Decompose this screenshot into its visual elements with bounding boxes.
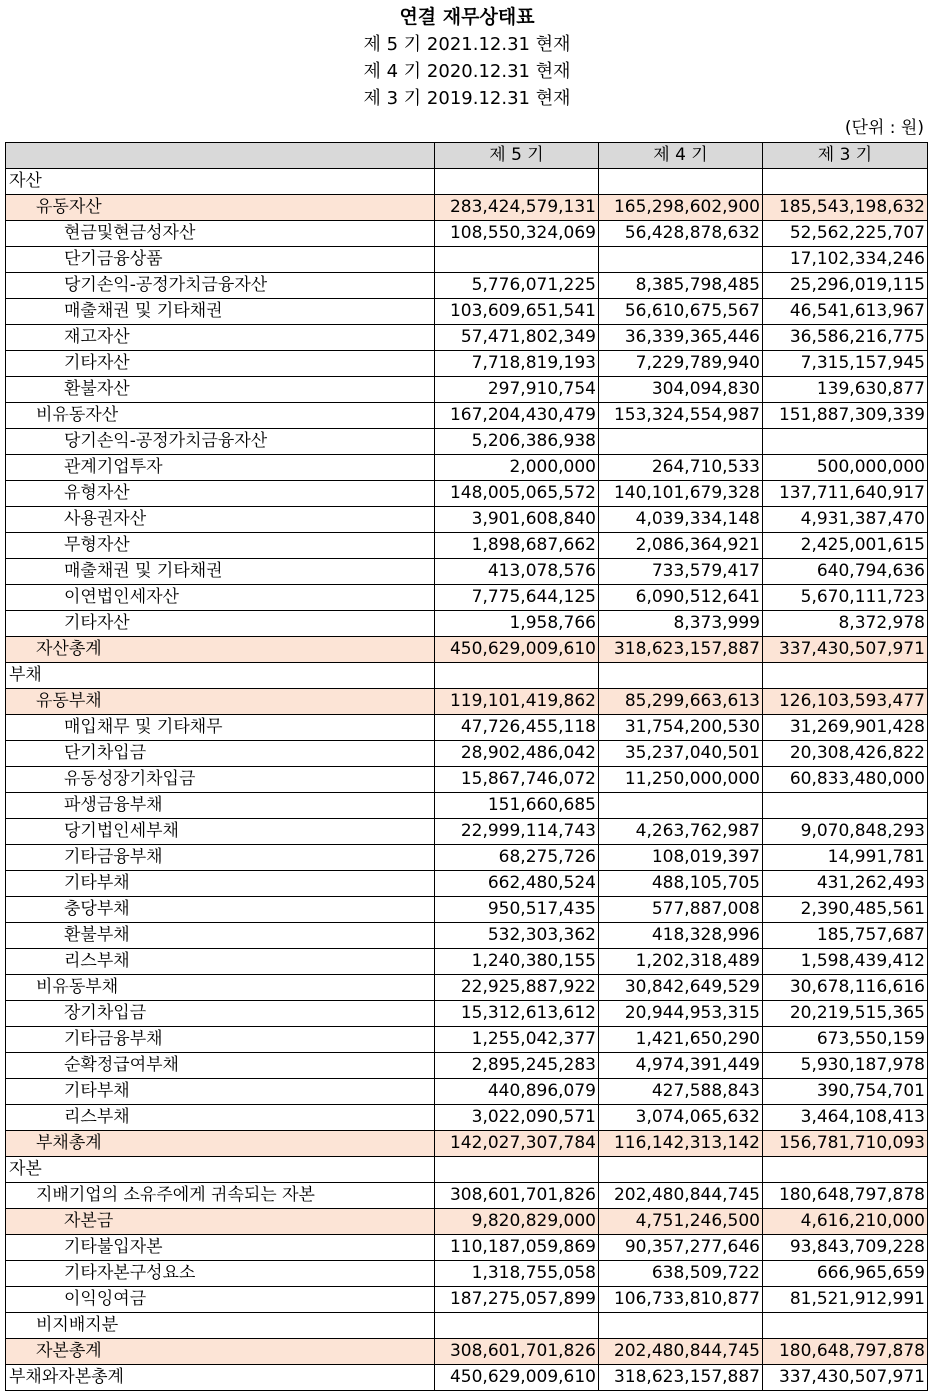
balance-sheet-table [5,142,928,1391]
amount-cell: 180,648,797,878 [763,1183,928,1209]
amount-cell: 47,726,455,118 [435,715,599,741]
amount-cell: 57,471,802,349 [435,325,599,351]
amount-cell: 4,039,334,148 [599,507,763,533]
amount-cell: 108,019,397 [599,845,763,871]
account-label: 기타부채 [6,1079,435,1105]
account-label: 현금및현금성자산 [6,221,435,247]
amount-cell: 5,206,386,938 [435,429,599,455]
account-label: 기타자산 [6,611,435,637]
account-label: 기타금융부채 [6,1027,435,1053]
amount-cell: 153,324,554,987 [599,403,763,429]
amount-cell: 103,609,651,541 [435,299,599,325]
table-row [6,507,928,533]
amount-cell [763,169,928,195]
account-label: 무형자산 [6,533,435,559]
account-label: 당기손익-공정가치금융자산 [6,429,435,455]
account-label: 부채 [6,663,435,689]
period-line-4: 제 4 기 2020.12.31 현재 [363,61,571,82]
table-row [6,1365,928,1391]
account-label: 유동성장기차입금 [6,767,435,793]
amount-cell [435,247,599,273]
amount-cell: 93,843,709,228 [763,1235,928,1261]
account-label: 유형자산 [6,481,435,507]
amount-cell: 318,623,157,887 [599,1365,763,1391]
amount-cell: 35,237,040,501 [599,741,763,767]
account-label: 자산 [6,169,435,195]
table-row [6,897,928,923]
amount-cell: 20,308,426,822 [763,741,928,767]
amount-cell: 337,430,507,971 [763,1365,928,1391]
account-label: 리스부채 [6,949,435,975]
amount-cell: 167,204,430,479 [435,403,599,429]
account-label: 기타자본구성요소 [6,1261,435,1287]
table-row [6,455,928,481]
table-row [6,169,928,195]
account-label: 이연법인세자산 [6,585,435,611]
account-label: 이익잉여금 [6,1287,435,1313]
amount-cell: 427,588,843 [599,1079,763,1105]
table-row [6,793,928,819]
account-label: 파생금융부채 [6,793,435,819]
amount-cell: 46,541,613,967 [763,299,928,325]
account-label: 관계기업투자 [6,455,435,481]
amount-cell: 304,094,830 [599,377,763,403]
amount-cell [599,247,763,273]
period-line-3: 제 3 기 2019.12.31 현재 [363,88,571,109]
account-label: 비유동자산 [6,403,435,429]
account-label: 순확정급여부채 [6,1053,435,1079]
table-row [6,1105,928,1131]
amount-cell: 36,339,365,446 [599,325,763,351]
account-label: 사용권자산 [6,507,435,533]
table-row [6,481,928,507]
amount-cell: 1,240,380,155 [435,949,599,975]
amount-cell [763,429,928,455]
amount-cell: 81,521,912,991 [763,1287,928,1313]
amount-cell: 56,428,878,632 [599,221,763,247]
amount-cell: 532,303,362 [435,923,599,949]
amount-cell: 142,027,307,784 [435,1131,599,1157]
amount-cell [599,429,763,455]
amount-cell: 137,711,640,917 [763,481,928,507]
table-row [6,533,928,559]
amount-cell: 106,733,810,877 [599,1287,763,1313]
account-label: 기타불입자본 [6,1235,435,1261]
table-row [6,871,928,897]
amount-cell: 638,509,722 [599,1261,763,1287]
account-label: 환불자산 [6,377,435,403]
amount-cell: 318,623,157,887 [599,637,763,663]
table-row [6,221,928,247]
amount-cell: 180,648,797,878 [763,1339,928,1365]
amount-cell: 283,424,579,131 [435,195,599,221]
header-row [6,143,928,169]
header-period-3: 제 3 기 [763,143,928,169]
amount-cell: 15,867,746,072 [435,767,599,793]
amount-cell [599,1313,763,1339]
amount-cell: 148,005,065,572 [435,481,599,507]
amount-cell: 139,630,877 [763,377,928,403]
table-row [6,1027,928,1053]
account-label: 비유동부채 [6,975,435,1001]
table-row [6,1131,928,1157]
amount-cell: 116,142,313,142 [599,1131,763,1157]
amount-cell [435,1313,599,1339]
amount-cell: 8,372,978 [763,611,928,637]
account-label: 자산총계 [6,637,435,663]
amount-cell: 1,421,650,290 [599,1027,763,1053]
amount-cell: 413,078,576 [435,559,599,585]
amount-cell: 31,269,901,428 [763,715,928,741]
amount-cell: 500,000,000 [763,455,928,481]
amount-cell: 5,776,071,225 [435,273,599,299]
table-row [6,1235,928,1261]
amount-cell [599,169,763,195]
amount-cell [763,663,928,689]
table-body [6,169,928,1391]
header-period-4: 제 4 기 [599,143,763,169]
table-row [6,1079,928,1105]
account-label: 당기법인세부채 [6,819,435,845]
amount-cell: 308,601,701,826 [435,1183,599,1209]
amount-cell: 185,543,198,632 [763,195,928,221]
amount-cell: 68,275,726 [435,845,599,871]
account-label: 충당부채 [6,897,435,923]
amount-cell [435,169,599,195]
amount-cell: 440,896,079 [435,1079,599,1105]
amount-cell: 25,296,019,115 [763,273,928,299]
amount-cell: 2,425,001,615 [763,533,928,559]
account-label: 부채와자본총계 [6,1365,435,1391]
amount-cell: 90,357,277,646 [599,1235,763,1261]
amount-cell [435,663,599,689]
amount-cell: 1,898,687,662 [435,533,599,559]
account-label: 매출채권 및 기타채권 [6,299,435,325]
amount-cell: 28,902,486,042 [435,741,599,767]
account-label: 단기차입금 [6,741,435,767]
account-label: 장기차입금 [6,1001,435,1027]
table-row [6,585,928,611]
amount-cell: 8,373,999 [599,611,763,637]
amount-cell: 151,660,685 [435,793,599,819]
amount-cell: 7,775,644,125 [435,585,599,611]
table-row [6,975,928,1001]
table-row [6,559,928,585]
amount-cell: 1,318,755,058 [435,1261,599,1287]
account-label: 유동자산 [6,195,435,221]
table-row [6,299,928,325]
amount-cell: 2,000,000 [435,455,599,481]
amount-cell: 6,090,512,641 [599,585,763,611]
amount-cell: 390,754,701 [763,1079,928,1105]
header-period-5: 제 5 기 [435,143,599,169]
table-row [6,1183,928,1209]
table-row [6,1339,928,1365]
amount-cell: 31,754,200,530 [599,715,763,741]
amount-cell: 4,751,246,500 [599,1209,763,1235]
amount-cell: 2,895,245,283 [435,1053,599,1079]
amount-cell: 7,718,819,193 [435,351,599,377]
account-label: 부채총계 [6,1131,435,1157]
amount-cell: 11,250,000,000 [599,767,763,793]
account-label: 자본금 [6,1209,435,1235]
table-row [6,819,928,845]
table-row [6,377,928,403]
document-title: 연결 재무상태표 [399,6,535,28]
table-row [6,247,928,273]
amount-cell: 3,901,608,840 [435,507,599,533]
amount-cell [763,793,928,819]
amount-cell: 1,202,318,489 [599,949,763,975]
amount-cell: 431,262,493 [763,871,928,897]
amount-cell: 5,670,111,723 [763,585,928,611]
amount-cell: 9,070,848,293 [763,819,928,845]
amount-cell: 14,991,781 [763,845,928,871]
amount-cell: 140,101,679,328 [599,481,763,507]
amount-cell: 8,385,798,485 [599,273,763,299]
amount-cell: 4,974,391,449 [599,1053,763,1079]
amount-cell: 151,887,309,339 [763,403,928,429]
table-row [6,663,928,689]
amount-cell: 17,102,334,246 [763,247,928,273]
table-row [6,429,928,455]
amount-cell: 2,390,485,561 [763,897,928,923]
table-row [6,923,928,949]
account-label: 자본총계 [6,1339,435,1365]
account-label: 리스부채 [6,1105,435,1131]
amount-cell: 30,678,116,616 [763,975,928,1001]
amount-cell: 1,598,439,412 [763,949,928,975]
amount-cell: 4,616,210,000 [763,1209,928,1235]
amount-cell: 110,187,059,869 [435,1235,599,1261]
amount-cell: 36,586,216,775 [763,325,928,351]
table-row [6,1209,928,1235]
amount-cell: 733,579,417 [599,559,763,585]
amount-cell [763,1313,928,1339]
amount-cell: 202,480,844,745 [599,1183,763,1209]
amount-cell: 119,101,419,862 [435,689,599,715]
amount-cell: 156,781,710,093 [763,1131,928,1157]
amount-cell: 666,965,659 [763,1261,928,1287]
amount-cell: 30,842,649,529 [599,975,763,1001]
account-label: 매입채무 및 기타채무 [6,715,435,741]
amount-cell: 20,944,953,315 [599,1001,763,1027]
amount-cell [763,1157,928,1183]
table-row [6,1157,928,1183]
amount-cell: 308,601,701,826 [435,1339,599,1365]
account-label: 단기금융상품 [6,247,435,273]
amount-cell [599,663,763,689]
amount-cell: 264,710,533 [599,455,763,481]
table-row [6,845,928,871]
amount-cell: 9,820,829,000 [435,1209,599,1235]
table-row [6,1001,928,1027]
amount-cell: 52,562,225,707 [763,221,928,247]
account-label: 기타부채 [6,871,435,897]
amount-cell: 85,299,663,613 [599,689,763,715]
amount-cell: 3,464,108,413 [763,1105,928,1131]
amount-cell: 577,887,008 [599,897,763,923]
amount-cell [435,1157,599,1183]
amount-cell: 662,480,524 [435,871,599,897]
period-line-5: 제 5 기 2021.12.31 현재 [363,34,571,55]
amount-cell: 187,275,057,899 [435,1287,599,1313]
amount-cell: 185,757,687 [763,923,928,949]
amount-cell: 5,930,187,978 [763,1053,928,1079]
unit-label: (단위 : 원) [844,118,924,138]
account-label: 재고자산 [6,325,435,351]
amount-cell: 337,430,507,971 [763,637,928,663]
amount-cell: 7,229,789,940 [599,351,763,377]
amount-cell: 20,219,515,365 [763,1001,928,1027]
table-row [6,767,928,793]
table-row [6,715,928,741]
table-row [6,273,928,299]
amount-cell: 15,312,613,612 [435,1001,599,1027]
table-row [6,1313,928,1339]
amount-cell: 3,074,065,632 [599,1105,763,1131]
amount-cell: 4,931,387,470 [763,507,928,533]
amount-cell: 60,833,480,000 [763,767,928,793]
amount-cell: 297,910,754 [435,377,599,403]
account-label: 매출채권 및 기타채권 [6,559,435,585]
table-row [6,195,928,221]
table-row [6,325,928,351]
amount-cell: 450,629,009,610 [435,1365,599,1391]
account-label: 비지배지분 [6,1313,435,1339]
table-row [6,637,928,663]
account-label: 유동부채 [6,689,435,715]
amount-cell: 418,328,996 [599,923,763,949]
account-label: 지배기업의 소유주에게 귀속되는 자본 [6,1183,435,1209]
table-row [6,689,928,715]
account-label: 기타자산 [6,351,435,377]
amount-cell: 673,550,159 [763,1027,928,1053]
amount-cell: 56,610,675,567 [599,299,763,325]
amount-cell: 22,925,887,922 [435,975,599,1001]
amount-cell: 4,263,762,987 [599,819,763,845]
amount-cell: 165,298,602,900 [599,195,763,221]
table-row [6,1261,928,1287]
amount-cell: 7,315,157,945 [763,351,928,377]
table-row [6,949,928,975]
amount-cell: 488,105,705 [599,871,763,897]
amount-cell [599,793,763,819]
amount-cell: 126,103,593,477 [763,689,928,715]
amount-cell: 3,022,090,571 [435,1105,599,1131]
amount-cell: 108,550,324,069 [435,221,599,247]
amount-cell [599,1157,763,1183]
table-row [6,741,928,767]
amount-cell: 22,999,114,743 [435,819,599,845]
account-label: 환불부채 [6,923,435,949]
amount-cell: 950,517,435 [435,897,599,923]
amount-cell: 202,480,844,745 [599,1339,763,1365]
account-label: 기타금융부채 [6,845,435,871]
amount-cell: 1,958,766 [435,611,599,637]
table-row [6,611,928,637]
table-row [6,1287,928,1313]
amount-cell: 1,255,042,377 [435,1027,599,1053]
account-label: 당기손익-공정가치금융자산 [6,273,435,299]
table-row [6,403,928,429]
account-label: 자본 [6,1157,435,1183]
header-account [6,143,435,169]
amount-cell: 450,629,009,610 [435,637,599,663]
table-row [6,1053,928,1079]
table-row [6,351,928,377]
amount-cell: 2,086,364,921 [599,533,763,559]
amount-cell: 640,794,636 [763,559,928,585]
